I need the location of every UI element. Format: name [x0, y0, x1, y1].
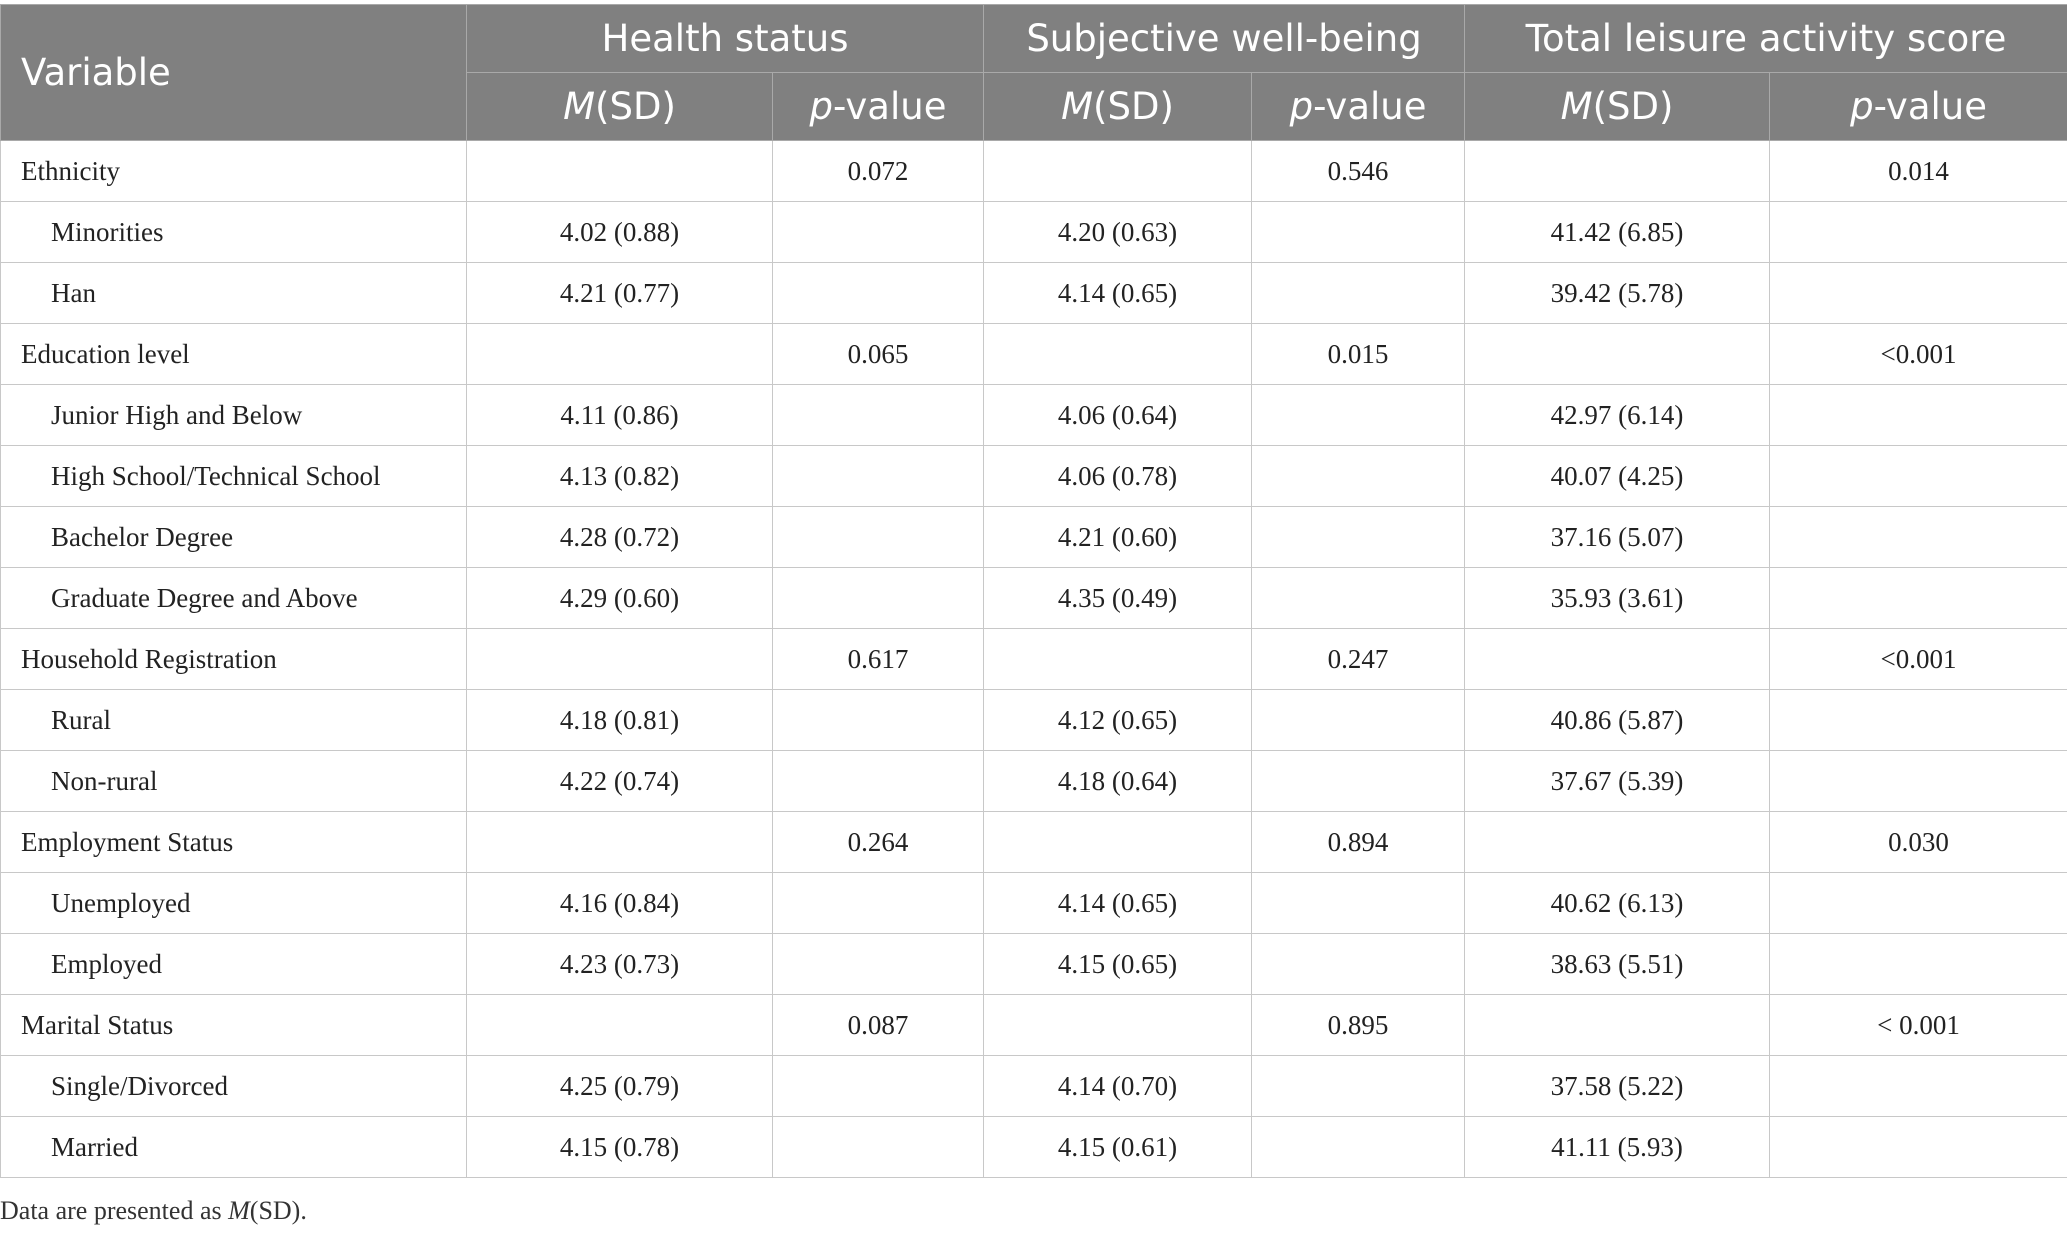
wellbeing-p-cell: 0.546 [1252, 141, 1465, 202]
health-msd-cell: 4.15 (0.78) [467, 1117, 773, 1178]
header-msd: M(SD) [984, 73, 1252, 141]
leisure-p-cell [1770, 263, 2067, 324]
leisure-p-cell: 0.014 [1770, 141, 2067, 202]
row-label: Single/Divorced [1, 1056, 467, 1117]
leisure-msd-cell: 40.86 (5.87) [1465, 690, 1770, 751]
leisure-msd-cell [1465, 812, 1770, 873]
table-row-subcategory [1, 263, 2067, 324]
table-row-category [1, 995, 2067, 1056]
health-p-cell [773, 1117, 984, 1178]
wellbeing-msd-cell: 4.15 (0.61) [984, 1117, 1252, 1178]
table-row-subcategory [1, 934, 2067, 995]
wellbeing-p-cell [1252, 202, 1465, 263]
leisure-p-cell [1770, 1117, 2067, 1178]
wellbeing-msd-cell [984, 629, 1252, 690]
wellbeing-msd-cell: 4.06 (0.78) [984, 446, 1252, 507]
wellbeing-msd-cell: 4.12 (0.65) [984, 690, 1252, 751]
health-p-cell: 0.617 [773, 629, 984, 690]
wellbeing-msd-cell: 4.14 (0.65) [984, 263, 1252, 324]
wellbeing-p-cell [1252, 263, 1465, 324]
leisure-p-cell: 0.030 [1770, 812, 2067, 873]
leisure-p-cell [1770, 751, 2067, 812]
wellbeing-p-cell [1252, 507, 1465, 568]
table-row-subcategory [1, 385, 2067, 446]
leisure-msd-cell: 38.63 (5.51) [1465, 934, 1770, 995]
leisure-msd-cell: 42.97 (6.14) [1465, 385, 1770, 446]
header-group-health-status: Health status [467, 5, 984, 73]
row-label: Rural [1, 690, 467, 751]
leisure-p-cell [1770, 1056, 2067, 1117]
leisure-p-cell [1770, 385, 2067, 446]
leisure-p-cell [1770, 690, 2067, 751]
wellbeing-p-cell [1252, 1117, 1465, 1178]
health-p-cell [773, 446, 984, 507]
table-row-subcategory [1, 1117, 2067, 1178]
health-p-cell [773, 263, 984, 324]
health-msd-cell: 4.18 (0.81) [467, 690, 773, 751]
health-p-cell: 0.072 [773, 141, 984, 202]
health-p-cell [773, 1056, 984, 1117]
health-p-cell [773, 873, 984, 934]
row-label: Graduate Degree and Above [1, 568, 467, 629]
health-p-cell: 0.264 [773, 812, 984, 873]
header-row-groups [1, 5, 2067, 73]
health-p-cell [773, 507, 984, 568]
leisure-p-cell [1770, 568, 2067, 629]
health-p-cell [773, 751, 984, 812]
header-variable: Variable [1, 5, 467, 141]
leisure-msd-cell: 40.62 (6.13) [1465, 873, 1770, 934]
leisure-p-cell: <0.001 [1770, 324, 2067, 385]
row-label: Bachelor Degree [1, 507, 467, 568]
leisure-msd-cell [1465, 324, 1770, 385]
leisure-msd-cell: 35.93 (3.61) [1465, 568, 1770, 629]
row-label: Employed [1, 934, 467, 995]
row-label: Minorities [1, 202, 467, 263]
row-label: Education level [1, 324, 467, 385]
wellbeing-msd-cell: 4.21 (0.60) [984, 507, 1252, 568]
wellbeing-p-cell [1252, 446, 1465, 507]
wellbeing-p-cell [1252, 934, 1465, 995]
wellbeing-p-cell [1252, 568, 1465, 629]
table-row-subcategory [1, 202, 2067, 263]
health-msd-cell [467, 629, 773, 690]
leisure-msd-cell [1465, 141, 1770, 202]
leisure-msd-cell: 41.42 (6.85) [1465, 202, 1770, 263]
row-label: Han [1, 263, 467, 324]
wellbeing-msd-cell: 4.14 (0.70) [984, 1056, 1252, 1117]
leisure-p-cell [1770, 202, 2067, 263]
health-msd-cell: 4.21 (0.77) [467, 263, 773, 324]
table-row-subcategory [1, 751, 2067, 812]
table-row-category [1, 141, 2067, 202]
wellbeing-msd-cell: 4.14 (0.65) [984, 873, 1252, 934]
leisure-msd-cell: 37.58 (5.22) [1465, 1056, 1770, 1117]
leisure-p-cell: < 0.001 [1770, 995, 2067, 1056]
wellbeing-p-cell [1252, 873, 1465, 934]
wellbeing-msd-cell [984, 812, 1252, 873]
row-label: Non-rural [1, 751, 467, 812]
wellbeing-msd-cell [984, 141, 1252, 202]
health-p-cell: 0.065 [773, 324, 984, 385]
row-label: Household Registration [1, 629, 467, 690]
row-label: Marital Status [1, 995, 467, 1056]
leisure-msd-cell: 40.07 (4.25) [1465, 446, 1770, 507]
wellbeing-p-cell: 0.015 [1252, 324, 1465, 385]
wellbeing-msd-cell: 4.20 (0.63) [984, 202, 1252, 263]
table-row-subcategory [1, 568, 2067, 629]
results-table [0, 4, 2067, 1178]
health-msd-cell: 4.23 (0.73) [467, 934, 773, 995]
table-row-category [1, 324, 2067, 385]
leisure-p-cell [1770, 934, 2067, 995]
table-row-subcategory [1, 446, 2067, 507]
leisure-msd-cell: 37.16 (5.07) [1465, 507, 1770, 568]
wellbeing-msd-cell [984, 995, 1252, 1056]
table-row-subcategory [1, 507, 2067, 568]
health-p-cell [773, 934, 984, 995]
leisure-p-cell [1770, 873, 2067, 934]
health-msd-cell [467, 324, 773, 385]
wellbeing-p-cell: 0.895 [1252, 995, 1465, 1056]
wellbeing-p-cell [1252, 385, 1465, 446]
header-group-subjective-well-being: Subjective well-being [984, 5, 1465, 73]
table-footnote: Data are presented as M(SD). [0, 1196, 307, 1225]
row-label: Married [1, 1117, 467, 1178]
row-label: Junior High and Below [1, 385, 467, 446]
table-row-subcategory [1, 873, 2067, 934]
leisure-msd-cell [1465, 995, 1770, 1056]
header-p-value: p-value [773, 73, 984, 141]
wellbeing-p-cell [1252, 1056, 1465, 1117]
row-label: High School/Technical School [1, 446, 467, 507]
health-msd-cell [467, 812, 773, 873]
header-msd: M(SD) [467, 73, 773, 141]
wellbeing-msd-cell: 4.06 (0.64) [984, 385, 1252, 446]
wellbeing-p-cell: 0.894 [1252, 812, 1465, 873]
header-group-total-leisure-activity: Total leisure activity score [1465, 5, 2067, 73]
header-p-value: p-value [1252, 73, 1465, 141]
table-row-subcategory [1, 1056, 2067, 1117]
health-msd-cell: 4.16 (0.84) [467, 873, 773, 934]
leisure-p-cell [1770, 507, 2067, 568]
wellbeing-p-cell: 0.247 [1252, 629, 1465, 690]
wellbeing-msd-cell: 4.18 (0.64) [984, 751, 1252, 812]
wellbeing-msd-cell [984, 324, 1252, 385]
leisure-p-cell [1770, 446, 2067, 507]
table-header [1, 5, 2067, 141]
wellbeing-msd-cell: 4.15 (0.65) [984, 934, 1252, 995]
health-msd-cell [467, 141, 773, 202]
health-msd-cell [467, 995, 773, 1056]
leisure-msd-cell: 37.67 (5.39) [1465, 751, 1770, 812]
table-row-category [1, 812, 2067, 873]
health-p-cell [773, 385, 984, 446]
row-label: Employment Status [1, 812, 467, 873]
wellbeing-p-cell [1252, 690, 1465, 751]
leisure-msd-cell: 39.42 (5.78) [1465, 263, 1770, 324]
leisure-msd-cell [1465, 629, 1770, 690]
row-label: Ethnicity [1, 141, 467, 202]
wellbeing-msd-cell: 4.35 (0.49) [984, 568, 1252, 629]
health-msd-cell: 4.29 (0.60) [467, 568, 773, 629]
header-p-value: p-value [1770, 73, 2067, 141]
leisure-msd-cell: 41.11 (5.93) [1465, 1117, 1770, 1178]
header-msd: M(SD) [1465, 73, 1770, 141]
health-msd-cell: 4.25 (0.79) [467, 1056, 773, 1117]
health-p-cell [773, 690, 984, 751]
row-label: Unemployed [1, 873, 467, 934]
leisure-p-cell: <0.001 [1770, 629, 2067, 690]
health-msd-cell: 4.02 (0.88) [467, 202, 773, 263]
health-p-cell [773, 202, 984, 263]
table-row-category [1, 629, 2067, 690]
health-msd-cell: 4.22 (0.74) [467, 751, 773, 812]
health-msd-cell: 4.11 (0.86) [467, 385, 773, 446]
health-msd-cell: 4.13 (0.82) [467, 446, 773, 507]
data-table-container [0, 4, 2067, 1178]
table-body [1, 141, 2067, 1178]
health-p-cell [773, 568, 984, 629]
wellbeing-p-cell [1252, 751, 1465, 812]
table-row-subcategory [1, 690, 2067, 751]
health-msd-cell: 4.28 (0.72) [467, 507, 773, 568]
health-p-cell: 0.087 [773, 995, 984, 1056]
